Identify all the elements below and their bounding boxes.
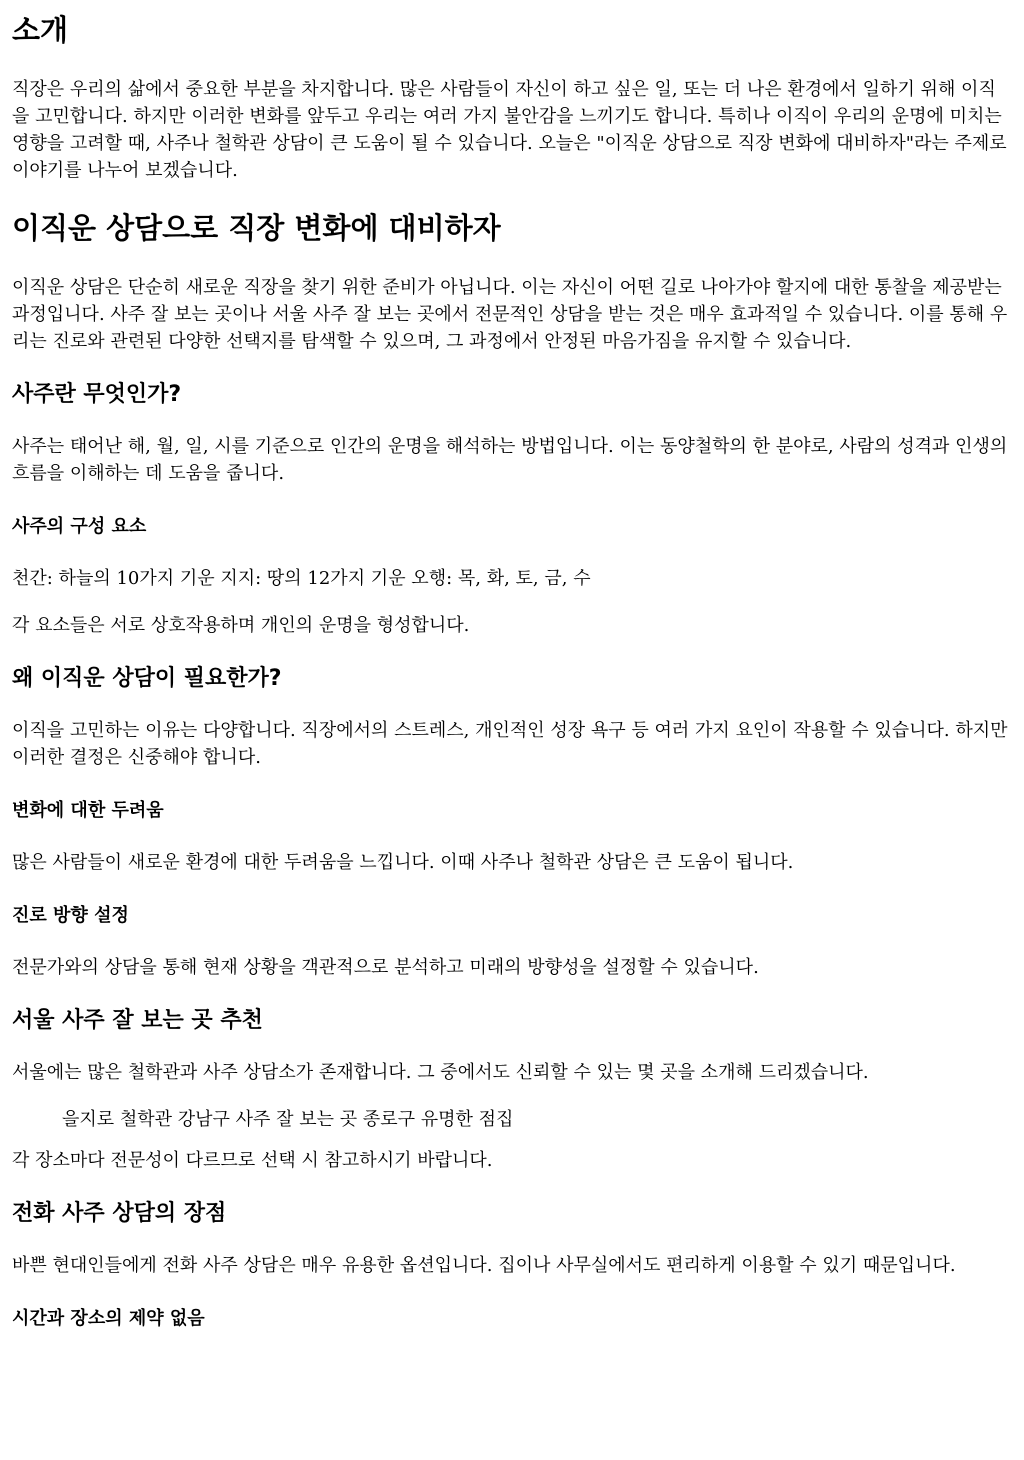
seoul-heading: 서울 사주 잘 보는 곳 추천 bbox=[12, 1008, 263, 1033]
seoul-paragraph: 서울에는 많은 철학관과 사주 상담소가 존재합니다. 그 중에서도 신뢰할 수 있는 몇 곳을 소개해 드리겠습니다. bbox=[12, 1062, 869, 1083]
saju-components-summary: 각 요소들은 서로 상호작용하며 개인의 운명을 형성합니다. bbox=[12, 615, 470, 636]
no-limit-heading: 시간과 장소의 제약 없음 bbox=[12, 1308, 205, 1329]
direction-heading: 진로 방향 설정 bbox=[12, 905, 129, 926]
why-paragraph: 이직을 고민하는 이유는 다양합니다. 직장에서의 스트레스, 개인적인 성장 욕구 등 여러 가지 요인이 작용할 수 있습니다. 하지만 이러한 결정은 신중해야 합니다. bbox=[12, 720, 1008, 768]
saju-components-items: 천간: 하늘의 10가지 기운 지지: 땅의 12가지 기운 오행: 목, 화, 토, 금, 수 bbox=[12, 568, 591, 589]
why-heading: 왜 이직운 상담이 필요한가? bbox=[12, 666, 282, 691]
seoul-note: 각 장소마다 전문성이 다르므로 선택 시 참고하시기 바랍니다. bbox=[12, 1150, 493, 1171]
phone-paragraph: 바쁜 현대인들에게 전화 사주 상담은 매우 유용한 옵션입니다. 집이나 사무실에서도 편리하게 이용할 수 있기 때문입니다. bbox=[12, 1255, 956, 1276]
intro-heading: 소개 bbox=[12, 13, 69, 47]
main-heading: 이직운 상담으로 직장 변화에 대비하자 bbox=[12, 211, 501, 245]
saju-paragraph: 사주는 태어난 해, 월, 일, 시를 기준으로 인간의 운명을 해석하는 방법입니다. 이는 동양철학의 한 분야로, 사람의 성격과 인생의 흐름을 이해하는 데 도움을 줍니다. bbox=[12, 436, 1008, 484]
fear-paragraph: 많은 사람들이 새로운 환경에 대한 두려움을 느낍니다. 이때 사주나 철학관 상담은 큰 도움이 됩니다. bbox=[12, 852, 794, 873]
intro-paragraph: 직장은 우리의 삶에서 중요한 부분을 차지합니다. 많은 사람들이 자신이 하고 싶은 일, 또는 더 나은 환경에서 일하기 위해 이직을 고민합니다. 하지만 이러한 변화를 앞두고 우리는 여러 가지 불안감을 느끼기도 합니다. 특히나 이직이 우리의 운명에 미치는 영향을 고려할 때, 사주나 철학관 상담이 큰 도움이 될 수 있습니다. 오늘은 "이직운 상담으로 직장 변화에 대비하자"라는 주제로 이야기를 나누어 보겠습니다. bbox=[12, 79, 1007, 181]
seoul-places-item: 을지로 철학관 강남구 사주 잘 보는 곳 종로구 유명한 점집 bbox=[62, 1109, 514, 1130]
seoul-places-list bbox=[12, 1106, 1012, 1133]
main-paragraph: 이직운 상담은 단순히 새로운 직장을 찾기 위한 준비가 아닙니다. 이는 자신이 어떤 길로 나아가야 할지에 대한 통찰을 제공받는 과정입니다. 사주 잘 보는 곳이나 서울 사주 잘 보는 곳에서 전문적인 상담을 받는 것은 매우 효과적일 수 있습니다. 이를 통해 우리는 진로와 관련된 다양한 선택지를 탐색할 수 있으며, 그 과정에서 안정된 마음가짐을 유지할 수 있습니다. bbox=[12, 277, 1008, 352]
fear-heading: 변화에 대한 두려움 bbox=[12, 800, 164, 821]
direction-paragraph: 전문가와의 상담을 통해 현재 상황을 객관적으로 분석하고 미래의 방향성을 설정할 수 있습니다. bbox=[12, 957, 759, 978]
phone-heading: 전화 사주 상담의 장점 bbox=[12, 1201, 227, 1226]
article bbox=[0, 12, 1024, 1331]
saju-heading: 사주란 무엇인가? bbox=[12, 382, 182, 407]
saju-components-heading: 사주의 구성 요소 bbox=[12, 516, 147, 537]
